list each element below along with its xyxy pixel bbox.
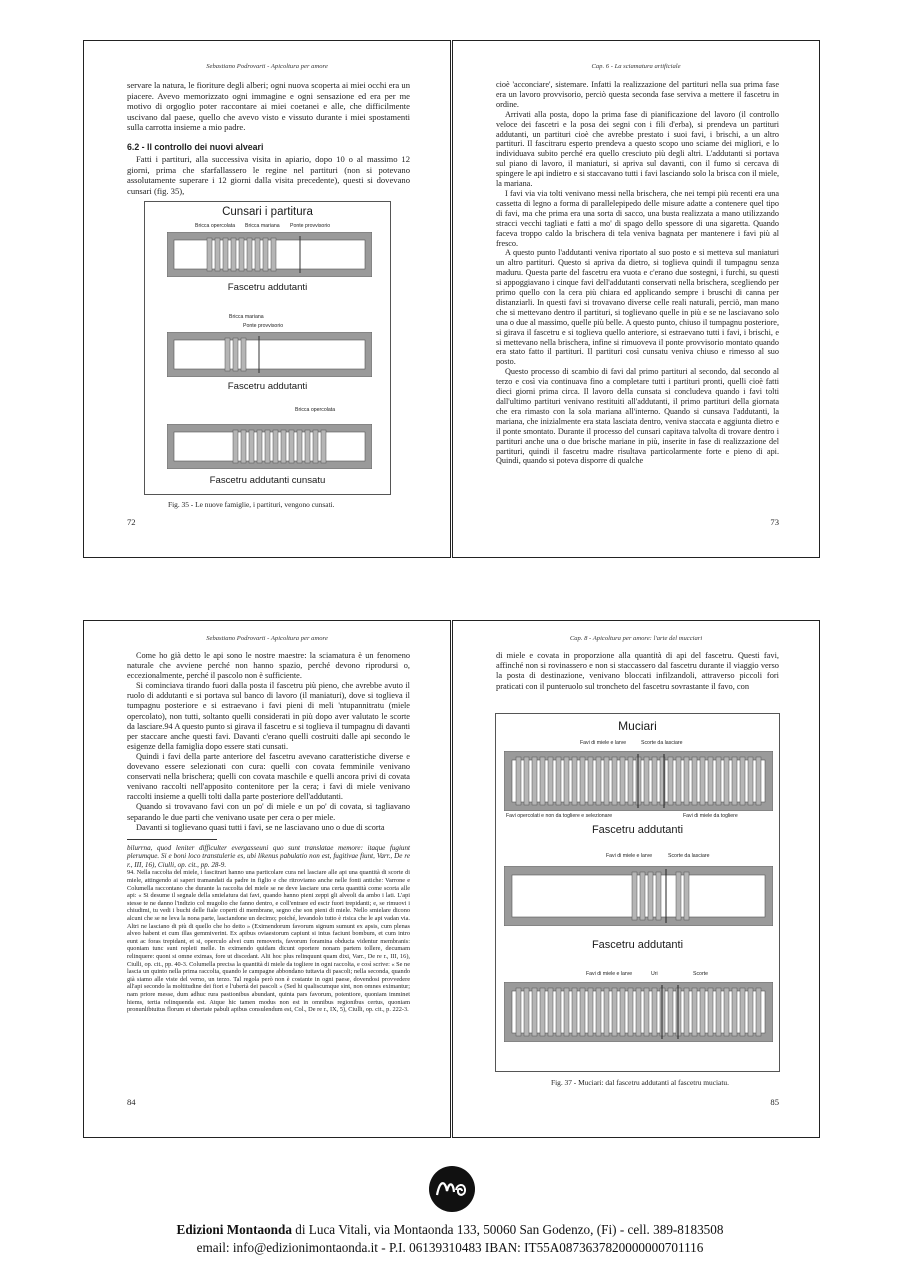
page-number: 72 <box>127 517 136 527</box>
comb-frame <box>604 988 609 1036</box>
comb-frame <box>708 757 713 805</box>
paragraph: Si cominciava tirando fuori dalla posta il fascetru più pieno, che avrebbe avuto il ruolo di addutanti e si portava sul banco di lavoro (il maniaturi), dove si toglieva il tumpagnu posteriore e si estraevano i favi pieni di meli 'ntupannitratu (miele opercolato), non tutti, soltanto quelli considerati in più dopo aver valutato le scorte da lasciare.94 A questo punto si girava il fascetru e si toglieva il tumpagnu di davanti per staccare anche questi favi. Davanti c'erano quelli costruiti dalle api secondo le esigenze della famiglia dopo essere stati cunsati. <box>127 681 410 751</box>
comb-frame <box>692 757 697 805</box>
page-body <box>127 80 410 196</box>
hive-label: Scorte <box>693 971 708 977</box>
comb-frame <box>596 988 601 1036</box>
comb-frame <box>740 988 745 1036</box>
page-body <box>127 651 410 1014</box>
hive-diagram <box>167 332 372 377</box>
comb-frame <box>684 988 689 1036</box>
page-number: 73 <box>770 517 779 527</box>
comb-frame <box>668 757 673 805</box>
comb-frame <box>556 757 561 805</box>
figure-title: Cunsari i partitura <box>222 206 313 218</box>
hive-diagram <box>504 982 773 1042</box>
comb-frame <box>572 757 577 805</box>
paragraph: Come ho già detto le api sono le nostre maestre: la sciamatura è un fenomeno naturale che avviene perché non hanno spazio, perché devono riprodursi o, eccezionalmente, perché il pascolo non è sufficiente. <box>127 651 410 681</box>
hive-caption: Fascetru addutanti <box>591 939 684 951</box>
comb-frame <box>700 988 705 1036</box>
comb-frame <box>532 757 537 805</box>
hive-label: Scorte da lasciare <box>668 853 710 859</box>
comb-frame <box>628 757 633 805</box>
publisher-name: Edizioni Montaonda <box>176 1222 292 1237</box>
paragraph: I favi via via tolti venivano messi nella brischera, che nei tempi più recenti era una cassetta di legno a forma di parallelepipedo delle misure adatte a contenere quel tipo di favi, ma che prima era una sorta di sacco, una busta realizzata a mano utilizzando stracci vecchi tagliati e fatti a mo' di spago dello spessore di una sigaretta. Quando faceva troppo caldo la brischera di tela veniva bagnata per mantenere i favi più al fresco. <box>496 188 779 248</box>
figure-37 <box>495 713 780 1072</box>
hive-label: Uri <box>651 971 658 977</box>
comb-frame <box>548 988 553 1036</box>
comb-frame <box>716 988 721 1036</box>
figure-caption: Fig. 35 - Le nuove famiglie, i partituri, vengono cunsati. <box>168 500 335 509</box>
comb-frame <box>612 757 617 805</box>
paragraph: Quando si trovavano favi con un po' di miele e un po' di covata, si tagliavano separando le due parti che venivano usate per cera o per miele. <box>127 802 410 822</box>
paragraph: di miele e covata in proporzione alla quantità di api del fascetru. Questi favi, affinché non si rovinassero e non si staccassero dal fascetru durante il viaggio verso la posta di destinazione, venivano bloccati infilzandoli, attraverso piccoli fori praticati con il punteruolo sul troncheto del fascetru sovrastante il favo, con <box>496 651 779 691</box>
comb-frame <box>708 988 713 1036</box>
comb-frame <box>652 988 657 1036</box>
hive-caption: Fascetru addutanti <box>591 824 684 836</box>
comb-frame <box>676 757 681 805</box>
hive-diagram <box>167 232 372 277</box>
figure-35 <box>144 201 391 495</box>
page-84 <box>83 620 451 1138</box>
hive-label: Bricca mariana <box>229 314 264 320</box>
comb-frame <box>572 988 577 1036</box>
publisher-address: di Luca Vitali, via Montaonda 133, 50060 San Godenzo, (Fi) - cell. 389-8183508 <box>291 1222 724 1237</box>
comb-frame <box>724 988 729 1036</box>
comb-frame <box>540 988 545 1036</box>
running-header: Sebastiano Podrovarti - Apicoltura per amore <box>206 635 328 642</box>
comb-frame <box>684 757 689 805</box>
page-number: 85 <box>770 1097 779 1107</box>
comb-frame <box>524 988 529 1036</box>
publisher-line <box>0 1222 900 1238</box>
comb-frame <box>700 757 705 805</box>
comb-frame <box>588 757 593 805</box>
paragraph: Arrivati alla posta, dopo la prima fase di pianificazione del lavoro (il controllo veloce dei fascetri e la posa dei segni con i fili d'erba), si prendeva un partituri addutanti, un partituri cioè che avrebbe prestato i suoi favi, i brischi, a un altro partituri. Il fascitraru esperto prendeva a questo scopo uno sciame dei migliori, e lo individuava subito perché era quello cresciuto più degli altri. L'addutanti si portava sul piano di lavoro, il maniaturi, si apriva sul davanti, con il fumo si cercava di spingere le api indietro e si staccavano tutti i favi lasciando solo la brisca con il miele, la mariana. <box>496 109 779 189</box>
comb-frame <box>724 757 729 805</box>
hive-diagram <box>504 866 773 926</box>
comb-frame <box>756 757 761 805</box>
paragraph: Questo processo di scambio di favi dal primo partituri al secondo, dal secondo al terzo e così via continuava fino a completare tutti i partituri pronti, quelli cioè fatti dieci giorni prima circa. Il lavoro della cunsata si concludeva quando i favi tolti dall'ultimo partituri venivano restituiti all'addutanti, il primo partituri della giornata che era rimasto con la sola mariana all'interno. Quando si cunsava l'addutanti, la mariana, che inizialmente era stata lasciata dentro, veniva staccata e aggiunta dietro e il ponte smontato. Durante il processo del cunsari capitava talvolta di trovare dentro i partituri anche una o due brische mariane in più, inserite in fase di realizzazione del partituri, quindi il fascetru madre risultava particolarmente forte e pieno di api. Quindi, quando si poteva disporre di qualche <box>496 367 779 466</box>
comb-frame <box>516 988 521 1036</box>
comb-frame <box>692 988 697 1036</box>
comb-frame <box>636 988 641 1036</box>
comb-frame <box>604 757 609 805</box>
paragraph: Davanti si toglievano quasi tutti i favi, se ne lasciavano uno o due di scorta <box>136 822 385 832</box>
hive-label: Bricca opercolata <box>195 223 236 229</box>
comb-frame <box>748 988 753 1036</box>
hive-diagram <box>167 424 372 469</box>
hive-label: Favi di miele da togliere <box>683 813 738 819</box>
comb-frame <box>532 988 537 1036</box>
comb-frame <box>516 757 521 805</box>
hive-label: Ponte provvisorio <box>243 323 284 329</box>
montaonda-logo-icon <box>428 1165 476 1213</box>
comb-frame <box>620 757 625 805</box>
comb-frame <box>740 757 745 805</box>
page-body <box>496 651 779 692</box>
comb-frame <box>644 757 649 805</box>
comb-frame <box>524 757 529 805</box>
hive-label: Favi di miele e larve <box>606 853 653 859</box>
hive-diagram <box>504 751 773 811</box>
comb-frame <box>644 988 649 1036</box>
publisher-contact: email: info@edizionimontaonda.it - P.I. 06139310483 IBAN: IT55A0873637820000000701116 <box>196 1240 704 1255</box>
paragraph: Quindi i favi della parte anteriore del fascetru avevano caratteristiche diverse e dovevano essere selezionati con cura: quelli con covata femminile venivano conservati nella brischera; quelli con covata maschile e quelli ancora privi di covata venivano raccolti nell'apposito contenitore per la cera; i favi di miele venivano raccolti insieme a quelli tolti dalla parte posteriore dell'addutanti. <box>127 751 410 802</box>
footnote: 94. Nella raccolta del miele, i fascitrari hanno una particolare cura nel lasciare alle api una quantità di scorte di miele, attingendo ai saperi tramandati da padre in figlio e che ritroviamo anche nelle fonti antiche: Varrone e Columella raccontano che durante la raccolta del miele se ne deve lasciare una certa quantità come scorta alle api: « Si desume il segnale della smielatura dai favi, quando hanno pieni zeppi gli alveoli da ambo i lati. L'api stesse te ne danno l'indizio col mugolio che fanno dentro, e coll'entrare ed escir fuori trepidanti; e, se rimuovi i chiudimi, tu vedi i buchi delle fiale coperti di membrane, segno che son pieni di miele. Nello smielare dicono alcuni che se ne leva la nona parte, lasciandone un decimo; poiché, levandolo tutto è risica che le api vadan via. Altri ne lasciano di più di quello che ho detto » (Eximendorum favorum signum sumunt ex apsis, cum plenas alveo habent et cum illas gemmiverint. Ex apibus oviaestorum capiunt si intus faciunt bombum, et cum intro eunt ac foras trepidant, et si, operculo alvei cum removeris, favorum foramina obducta videntur membranis: quoniam tunc sunt repleti melle. In eximendo quidam dicunt oportere nonam partem tollere, decumam relinquere: quoni si omne eximas, fore ut discedant. Alii hoc plus relinquunt quam dixi, Varr., De re r., III, 16), Ciulli, op. cit., pp. 40-3. Columella precisa la quantità di miele da togliere in ogni raccolta, e così scrive: « Se ne lascia un quinto nella prima raccolta, quando le campagne abbondano tuttavia di pascoli; nella seconda, quando già siamo alle viste del verno, un terzo. Tal regola però non è costante in ogni paese, dovendosi provvedere all'api secondo la moltitudine dei fiori e l'ubertà dei pascoli » (Sed hi qualiscumque sint, non omnes eximantur; nam priore messe, dum adhuc rura pastionibus abundant, quinta pars favorum, potentiore, quoniam imminet hiems, tertia relinquenda est. Atque hic tamen modus non est in omnibus regionibus certus, quoniam pronunlibtuitus florum et ubertate pabuli apibus consulendum est, Col., De re r., IX, 5), Ciulli, op. cit., p. 222-3. <box>127 869 410 1014</box>
paragraph: cioè 'acconciare', sistemare. Infatti la realizzazione del partituri nella sua prima fase era un lavoro provvisorio, perciò questa seconda fase serviva a mettere il fascetru in ordine. <box>496 80 779 109</box>
hive-label: Bricca mariana <box>245 223 280 229</box>
figure-title: Muciari <box>618 719 657 733</box>
comb-frame <box>748 757 753 805</box>
comb-frame <box>628 988 633 1036</box>
page-number: 84 <box>127 1097 136 1107</box>
hive-label: Ponte provvisorio <box>290 223 331 229</box>
comb-frame <box>564 988 569 1036</box>
paragraph: servare la natura, le fioriture degli alberi; ogni nuova scoperta ai miei occhi era un piacere. Avevo memorizzato ogni immagine e ogni sensazione ed era per me motivo di orgoglio poter raccontare ai miei coetanei e alle, che difficilmente uscivano dal paese, quello che avevo visto e vissuto durante i miei spostamenti sulla carrotta insieme a mio padre. <box>127 80 410 132</box>
comb-frame <box>564 757 569 805</box>
running-header: Cap. 6 - La sciamatura artificiale <box>591 63 681 70</box>
comb-frame <box>580 988 585 1036</box>
hive-caption: Fascetru addutanti <box>227 282 308 293</box>
comb-frame <box>732 757 737 805</box>
comb-frame <box>580 757 585 805</box>
hive-caption: Fascetru addutanti cunsatu <box>209 475 326 486</box>
paragraph: Fatti i partituri, alla successiva visita in apiario, dopo 10 o al massimo 12 giorni, prima che sfarfallassero le regine nel partituri (non si potevano assolutamente superare i 12 giorni dalla visita precedente), questi si dovevano cunsari (fig. 35), <box>127 154 410 196</box>
figure-caption: Fig. 37 - Muciari: dal fascetru addutanti al fascetru muciatu. <box>551 1078 729 1087</box>
page-73 <box>452 40 820 558</box>
comb-frame <box>556 988 561 1036</box>
comb-frame <box>716 757 721 805</box>
running-header: Sebastiano Podrovarti - Apicoltura per amore <box>206 63 328 70</box>
hive-caption: Fascetru addutanti <box>227 381 308 392</box>
comb-frame <box>548 757 553 805</box>
section-heading: 6.2 - Il controllo dei nuovi alveari <box>127 141 264 152</box>
hive-label: Bricca opercolata <box>295 407 336 413</box>
running-header: Cap. 8 - Apicoltura per amore: l'arte del mucciari <box>569 635 703 642</box>
comb-frame <box>612 988 617 1036</box>
comb-frame <box>732 988 737 1036</box>
hive-label: Favi opercolati e non da togliere e selezionare <box>506 813 613 819</box>
comb-frame <box>588 988 593 1036</box>
footnote-separator <box>127 839 217 840</box>
hive-label: Favi di miele e larve <box>586 971 633 977</box>
hive-label: Favi di miele e larve <box>580 740 627 746</box>
paragraph: A questo punto l'addutanti veniva riportato al suo posto e si metteva sul maniaturi un altro partituri. Questo si apriva da dietro, si toglieva quindi il tumpagnu senza maduru. Questa parte del fascetru era vuota e c'erano due sostegni, i furchi, su questi si appoggiavano i cinque favi dell'addutanti conservati nella brischera, scegliendo per primo quello con la cera più chiara ed applicando sempre i bruschi di canna per distanziarli. In questi favi si trovavano diverse celle reali naturali, perciò, man mano che si mettevano dentro il partituri, si toglievano quelle in più e se ne lasciavano solo una o due al massimo, quelle più belle. A questo punto, chiuso il tumpagnu posteriore, si girava il fascetru e si toglieva quello anteriore, si estraevano tutti i favi, i brischi, e si mettevano nella brischera, infine si rimuoveva il ponte provvisorio montato quando era stato fatto il partituri. Il partituri così cunsatu veniva chiuso e rimesso al suo posto. <box>496 248 779 367</box>
page-85 <box>452 620 820 1138</box>
hive-label: Scorte da lasciare <box>641 740 683 746</box>
page-body <box>496 80 779 466</box>
comb-frame <box>540 757 545 805</box>
comb-frame <box>756 988 761 1036</box>
page-72 <box>83 40 451 558</box>
footnote: bilurrna, quod leniter difficulter evergasseuni quo sunt translatae memore: itaque fugiunt plerumque. Si e boni loco transtulerie es, ubi likenus pabulatio non est, fugitivae fiunt, Varr., De re r., III, 16), Ciulli, op. cit., pp. 28-9. <box>127 843 410 869</box>
comb-frame <box>620 988 625 1036</box>
comb-frame <box>652 757 657 805</box>
comb-frame <box>668 988 673 1036</box>
comb-frame <box>596 757 601 805</box>
